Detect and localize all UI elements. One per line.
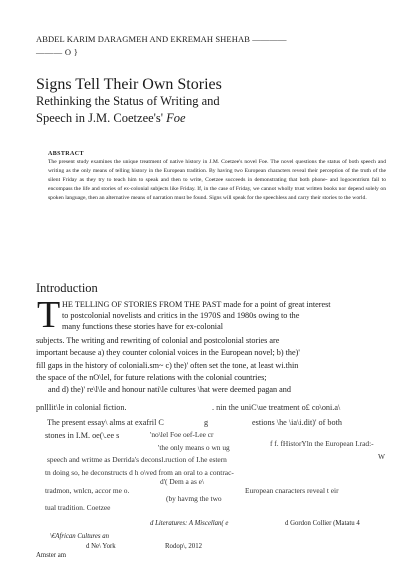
garbled-line: W xyxy=(378,452,385,461)
footnote-fragment: Amster am xyxy=(36,552,67,559)
body-line: important because a) they counter colonial voices in the European novel; b) the)' xyxy=(36,348,300,357)
body-line: fill gaps in the history of coloniali.sm~ c) the)' often set the tone, at least wi.thin xyxy=(36,361,299,370)
article-subtitle xyxy=(36,93,220,127)
garbled-line: tn doing so, he deconstructs d h o\ved from an oral to a contrac- xyxy=(45,468,234,477)
garbled-line: The present essay\ alms at exafril C xyxy=(47,418,164,427)
footnote-fragment: d Gordon Collier (Matatu 4 xyxy=(285,520,360,527)
subtitle-line-1: Rethinking the Status of Writing and xyxy=(36,94,220,108)
garbled-line: estions \he \ia\i.dit)' of both xyxy=(252,418,342,427)
body-line: many functions these stories have for ex-colonial xyxy=(62,322,223,331)
footnote-fragment xyxy=(50,533,109,540)
body-line: to postcolonial novelists and critics in the 1970S and 1980s owing to the xyxy=(62,311,300,320)
article-title: Signs Tell Their Own Stories xyxy=(36,76,222,93)
running-header-authors: ABDEL KARIM DARAGMEH AND EKREMAH SHEHAB ———— xyxy=(36,34,287,44)
garbled-line: tradmon, wnlcn, accor me o. xyxy=(45,486,130,495)
footnote-fragment xyxy=(150,520,228,527)
garbled-line: speech and writme as Derrida's deconsl.ruction of I.he estern xyxy=(47,455,227,464)
abstract-text: The present study examines the unique treatment of native history in J.M. Coetzee's novel Foe. The novel questions the status of both speech and writing as the only means of telling history in the European tradition. By having two European characters reveal their perception of the truth of the silent Friday as they try to teach him to speak and then to write, Coetzee succeeds in demonstrating that both phone- and logocentrism fail to encompass the life and stories of ex-colonial subjects like Friday. If, in the case of Friday, we cannot wholly trust written books nor depend solely on spoken language, then an alternative means of narration must be found. Signs will speak for the speechless and carry their stories to the world. xyxy=(48,159,386,201)
subtitle-italic-foe: Foe xyxy=(166,111,186,125)
garbled-line: 'no\lel Foe oef-Lee cr xyxy=(150,430,214,439)
abstract-heading: ABSTRACT xyxy=(48,151,84,157)
garbled-line: tual tradition. Coetzee xyxy=(45,503,111,512)
subtitle-line-2 xyxy=(36,110,220,127)
body-line: . nin the uniC\ue treatment o£ co\oni.a\ xyxy=(212,403,341,412)
garbled-line: d'( Dem a as e\ xyxy=(160,477,205,486)
garbled-line: f f. fHistorYln the European I.rad:- xyxy=(270,439,374,448)
garbled-line: g xyxy=(204,418,209,427)
running-header-continuation: ——— O } xyxy=(36,47,79,57)
body-line: the space of the nO\lel, for future relations with the colonial countries; xyxy=(36,373,267,382)
body-line: HE TELLING OF STORIES FROM THE PAST made for a point of great interest xyxy=(62,300,331,309)
footnote-italic: \€African Cultures an xyxy=(50,533,110,540)
footnote-fragment: Rodop\, 2012 xyxy=(165,543,203,550)
footnote-italic: d Literatures: A Miscellan( e xyxy=(150,520,229,527)
garbled-line: stones in I.M. oe(\.ee s xyxy=(45,431,120,440)
garbled-line: (by havmg the two xyxy=(166,494,222,503)
subtitle-line-2-prefix: Speech in J.M. Coetzee's' xyxy=(36,111,164,125)
garbled-line: European cnaracters reveal t eir xyxy=(245,486,339,495)
section-heading: Introduction xyxy=(36,281,98,295)
body-line: subjects. The writing and rewriting of colonial and postcolonial stories are xyxy=(36,336,280,345)
garbled-line: 'the only means o wn ug xyxy=(158,443,230,452)
drop-cap: T xyxy=(37,294,61,336)
body-line: pnllIit\le in colonial fiction. xyxy=(36,403,127,412)
footnote-fragment: d Ne\ York xyxy=(86,543,116,550)
body-line: and d) the)' re\l\le and honour nati\le cultures \hat were deemed pagan and xyxy=(48,385,291,394)
